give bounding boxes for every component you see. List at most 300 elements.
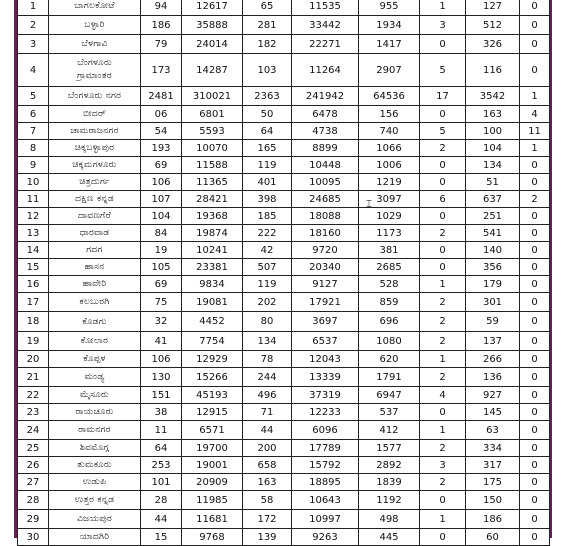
column-7-cell: 150 [466, 491, 520, 510]
column-5-cell: 696 [359, 312, 420, 332]
column-8-cell: 0 [520, 332, 550, 351]
column-5-cell: 3097 [359, 191, 420, 208]
column-7-cell: 637 [466, 191, 520, 208]
column-8-cell: 1 [520, 87, 550, 106]
column-8-cell: 0 [520, 404, 550, 421]
column-1-cell: 130 [141, 368, 182, 387]
column-7-cell: 512 [466, 16, 520, 35]
column-2-cell: 20909 [182, 474, 243, 491]
table-row [18, 491, 550, 510]
serial-number-cell: 1 [18, 0, 49, 16]
column-7-cell: 60 [466, 529, 520, 546]
district-name-cell: ಗದಗ [49, 242, 141, 259]
column-2-cell: 45193 [182, 387, 243, 404]
column-6-cell: 2 [420, 368, 466, 387]
serial-number-cell: 20 [18, 351, 49, 368]
column-1-cell: 06 [141, 106, 182, 123]
column-4-cell: 4738 [292, 123, 359, 140]
column-5-cell: 528 [359, 276, 420, 293]
column-5-cell: 1791 [359, 368, 420, 387]
column-3-cell: 163 [243, 474, 292, 491]
column-8-cell: 0 [520, 510, 550, 529]
column-5-cell: 156 [359, 106, 420, 123]
column-6-cell: 2 [420, 140, 466, 157]
column-1-cell: 104 [141, 208, 182, 225]
column-5-cell: 1173 [359, 225, 420, 242]
serial-number-cell: 15 [18, 259, 49, 276]
district-name-cell: ದಕ್ಷಿಣ ಕನ್ನಡ [49, 191, 141, 208]
column-2-cell: 10070 [182, 140, 243, 157]
column-8-cell: 0 [520, 474, 550, 491]
table-row [18, 332, 550, 351]
column-3-cell: 244 [243, 368, 292, 387]
district-name-cell: ಕೊಡಗು [49, 312, 141, 332]
table-row [18, 474, 550, 491]
column-2-cell: 7754 [182, 332, 243, 351]
district-name-cell: ಉತ್ತರ ಕನ್ನಡ [49, 491, 141, 510]
column-3-cell: 134 [243, 332, 292, 351]
column-5-cell: 1006 [359, 157, 420, 174]
column-6-cell: 2 [420, 332, 466, 351]
column-4-cell: 20340 [292, 259, 359, 276]
column-1-cell: 151 [141, 387, 182, 404]
column-4-cell: 18088 [292, 208, 359, 225]
district-name-cell: ದಾವಣಗೆರೆ [49, 208, 141, 225]
district-name-cell: ಚಾಮರಾಜನಗರ [49, 123, 141, 140]
column-1-cell: 94 [141, 0, 182, 16]
column-1-cell: 44 [141, 510, 182, 529]
column-7-cell: 301 [466, 293, 520, 312]
column-7-cell: 3542 [466, 87, 520, 106]
district-name-cell: ಚಿಕ್ಕಬಳ್ಳಾಪುರ [49, 140, 141, 157]
column-5-cell: 1192 [359, 491, 420, 510]
serial-number-cell: 27 [18, 474, 49, 491]
column-3-cell: 50 [243, 106, 292, 123]
column-4-cell: 6096 [292, 421, 359, 440]
column-8-cell: 0 [520, 276, 550, 293]
column-5-cell: 955 [359, 0, 420, 16]
column-1-cell: 69 [141, 157, 182, 174]
text-cursor-icon: ⌶ [366, 199, 372, 210]
column-3-cell: 119 [243, 157, 292, 174]
column-7-cell: 266 [466, 351, 520, 368]
column-1-cell: 101 [141, 474, 182, 491]
column-7-cell: 59 [466, 312, 520, 332]
column-3-cell: 103 [243, 54, 292, 87]
district-name-cell: ಚಿತ್ರದುರ್ಗ [49, 174, 141, 191]
column-4-cell: 11264 [292, 54, 359, 87]
table-row [18, 106, 550, 123]
column-8-cell: 0 [520, 259, 550, 276]
column-6-cell: 3 [420, 457, 466, 474]
column-6-cell: 0 [420, 106, 466, 123]
column-4-cell: 24685 [292, 191, 359, 208]
district-name-cell: ಕಲಬುರಗಿ [49, 293, 141, 312]
column-5-cell: 1066 [359, 140, 420, 157]
district-name-cell: ತುಮಕೂರು [49, 457, 141, 474]
column-8-cell: 0 [520, 35, 550, 54]
column-7-cell: 541 [466, 225, 520, 242]
serial-number-cell: 19 [18, 332, 49, 351]
table-row [18, 157, 550, 174]
serial-number-cell: 16 [18, 276, 49, 293]
column-2-cell: 28421 [182, 191, 243, 208]
serial-number-cell: 6 [18, 106, 49, 123]
column-3-cell: 182 [243, 35, 292, 54]
serial-number-cell: 17 [18, 293, 49, 312]
column-7-cell: 175 [466, 474, 520, 491]
document-frame [14, 0, 552, 543]
column-5-cell: 1577 [359, 440, 420, 457]
column-6-cell: 4 [420, 387, 466, 404]
column-5-cell: 1080 [359, 332, 420, 351]
column-6-cell: 3 [420, 16, 466, 35]
table-row [18, 140, 550, 157]
column-3-cell: 507 [243, 259, 292, 276]
column-3-cell: 658 [243, 457, 292, 474]
column-2-cell: 19874 [182, 225, 243, 242]
table-row [18, 191, 550, 208]
column-2-cell: 24014 [182, 35, 243, 54]
district-name-cell: ಚಿಕ್ಕಮಗಳೂರು [49, 157, 141, 174]
column-5-cell: 1417 [359, 35, 420, 54]
column-3-cell: 44 [243, 421, 292, 440]
serial-number-cell: 21 [18, 368, 49, 387]
column-7-cell: 127 [466, 0, 520, 16]
column-5-cell: 64536 [359, 87, 420, 106]
column-6-cell: 5 [420, 54, 466, 87]
district-name-cell: ಬಾಗಲಕೋಟೆ [49, 0, 141, 16]
table-row [18, 421, 550, 440]
column-3-cell: 64 [243, 123, 292, 140]
district-name-cell: ಕೊಪ್ಪಳ [49, 351, 141, 368]
district-name-cell: ಬಳ್ಳಾರಿ [49, 16, 141, 35]
column-7-cell: 927 [466, 387, 520, 404]
table-row [18, 276, 550, 293]
column-6-cell: 0 [420, 491, 466, 510]
column-3-cell: 119 [243, 276, 292, 293]
column-1-cell: 15 [141, 529, 182, 546]
column-7-cell: 104 [466, 140, 520, 157]
column-6-cell: 0 [420, 35, 466, 54]
table-body [18, 0, 550, 546]
column-8-cell: 0 [520, 242, 550, 259]
column-6-cell: 17 [420, 87, 466, 106]
column-6-cell: 2 [420, 225, 466, 242]
district-name-cell: ಬೆಳಗಾವಿ [49, 35, 141, 54]
column-4-cell: 13339 [292, 368, 359, 387]
column-1-cell: 19 [141, 242, 182, 259]
district-name-cell: ಕೋಲಾರ [49, 332, 141, 351]
column-1-cell: 11 [141, 421, 182, 440]
table-row [18, 457, 550, 474]
table-row [18, 368, 550, 387]
column-5-cell: 445 [359, 529, 420, 546]
district-name-cell: ಶಿವಮೊಗ್ಗ [49, 440, 141, 457]
column-7-cell: 251 [466, 208, 520, 225]
column-7-cell: 116 [466, 54, 520, 87]
column-5-cell: 620 [359, 351, 420, 368]
table-row [18, 259, 550, 276]
column-1-cell: 64 [141, 440, 182, 457]
district-data-table [17, 0, 550, 546]
column-5-cell: 859 [359, 293, 420, 312]
column-6-cell: 5 [420, 123, 466, 140]
column-6-cell: 1 [420, 0, 466, 16]
table-row [18, 293, 550, 312]
column-3-cell: 185 [243, 208, 292, 225]
column-8-cell: 0 [520, 368, 550, 387]
column-2-cell: 15266 [182, 368, 243, 387]
column-1-cell: 2481 [141, 87, 182, 106]
serial-number-cell: 22 [18, 387, 49, 404]
serial-number-cell: 10 [18, 174, 49, 191]
column-2-cell: 23381 [182, 259, 243, 276]
column-5-cell: 498 [359, 510, 420, 529]
column-6-cell: 0 [420, 404, 466, 421]
column-4-cell: 6537 [292, 332, 359, 351]
column-2-cell: 12929 [182, 351, 243, 368]
column-4-cell: 10448 [292, 157, 359, 174]
column-7-cell: 136 [466, 368, 520, 387]
column-4-cell: 9263 [292, 529, 359, 546]
serial-number-cell: 9 [18, 157, 49, 174]
table-row [18, 351, 550, 368]
column-2-cell: 19700 [182, 440, 243, 457]
column-8-cell: 0 [520, 491, 550, 510]
column-6-cell: 2 [420, 440, 466, 457]
column-7-cell: 100 [466, 123, 520, 140]
column-3-cell: 71 [243, 404, 292, 421]
column-2-cell: 4452 [182, 312, 243, 332]
column-7-cell: 137 [466, 332, 520, 351]
column-7-cell: 326 [466, 35, 520, 54]
column-1-cell: 253 [141, 457, 182, 474]
column-7-cell: 134 [466, 157, 520, 174]
column-2-cell: 11681 [182, 510, 243, 529]
column-3-cell: 42 [243, 242, 292, 259]
column-6-cell: 0 [420, 242, 466, 259]
column-4-cell: 241942 [292, 87, 359, 106]
column-8-cell: 0 [520, 312, 550, 332]
serial-number-cell: 8 [18, 140, 49, 157]
column-2-cell: 310021 [182, 87, 243, 106]
column-6-cell: 1 [420, 510, 466, 529]
column-8-cell: 0 [520, 208, 550, 225]
column-2-cell: 5593 [182, 123, 243, 140]
column-5-cell: 1219 [359, 174, 420, 191]
column-4-cell: 11535 [292, 0, 359, 16]
column-3-cell: 78 [243, 351, 292, 368]
column-7-cell: 186 [466, 510, 520, 529]
column-8-cell: 4 [520, 106, 550, 123]
district-name-cell: ಹಾವೇರಿ [49, 276, 141, 293]
district-name-cell: ಬೀದರ್ [49, 106, 141, 123]
column-8-cell: 0 [520, 440, 550, 457]
column-8-cell: 0 [520, 421, 550, 440]
column-7-cell: 163 [466, 106, 520, 123]
column-2-cell: 19081 [182, 293, 243, 312]
column-6-cell: 0 [420, 259, 466, 276]
column-6-cell: 2 [420, 312, 466, 332]
column-4-cell: 8899 [292, 140, 359, 157]
serial-number-cell: 5 [18, 87, 49, 106]
column-4-cell: 18160 [292, 225, 359, 242]
serial-number-cell: 18 [18, 312, 49, 332]
serial-number-cell: 25 [18, 440, 49, 457]
column-5-cell: 6947 [359, 387, 420, 404]
column-1-cell: 32 [141, 312, 182, 332]
column-1-cell: 106 [141, 351, 182, 368]
column-3-cell: 281 [243, 16, 292, 35]
column-4-cell: 3697 [292, 312, 359, 332]
column-1-cell: 193 [141, 140, 182, 157]
column-5-cell: 740 [359, 123, 420, 140]
column-8-cell: 1 [520, 140, 550, 157]
column-6-cell: 2 [420, 474, 466, 491]
column-6-cell: 0 [420, 157, 466, 174]
column-4-cell: 37319 [292, 387, 359, 404]
column-3-cell: 58 [243, 491, 292, 510]
column-3-cell: 2363 [243, 87, 292, 106]
column-8-cell: 0 [520, 16, 550, 35]
column-2-cell: 19001 [182, 457, 243, 474]
column-2-cell: 11588 [182, 157, 243, 174]
column-7-cell: 140 [466, 242, 520, 259]
column-1-cell: 105 [141, 259, 182, 276]
column-5-cell: 1029 [359, 208, 420, 225]
column-4-cell: 12043 [292, 351, 359, 368]
table-row [18, 16, 550, 35]
column-4-cell: 9127 [292, 276, 359, 293]
column-8-cell: 2 [520, 191, 550, 208]
table-row [18, 87, 550, 106]
serial-number-cell: 12 [18, 208, 49, 225]
column-8-cell: 0 [520, 457, 550, 474]
column-8-cell: 0 [520, 293, 550, 312]
table-row [18, 174, 550, 191]
column-7-cell: 51 [466, 174, 520, 191]
column-3-cell: 222 [243, 225, 292, 242]
column-4-cell: 9720 [292, 242, 359, 259]
table-row [18, 312, 550, 332]
column-2-cell: 9768 [182, 529, 243, 546]
column-2-cell: 12915 [182, 404, 243, 421]
column-4-cell: 33442 [292, 16, 359, 35]
column-3-cell: 172 [243, 510, 292, 529]
column-8-cell: 0 [520, 0, 550, 16]
column-2-cell: 6801 [182, 106, 243, 123]
table-row [18, 510, 550, 529]
column-7-cell: 356 [466, 259, 520, 276]
column-1-cell: 54 [141, 123, 182, 140]
column-4-cell: 10997 [292, 510, 359, 529]
district-name-cell: ಮೈಸೂರು [49, 387, 141, 404]
column-2-cell: 10241 [182, 242, 243, 259]
column-4-cell: 10643 [292, 491, 359, 510]
table-row [18, 440, 550, 457]
district-name-cell: ಧಾರವಾಡ [49, 225, 141, 242]
column-8-cell: 0 [520, 225, 550, 242]
district-name-cell: ಬೆಂಗಳೂರು ನಗರ [49, 87, 141, 106]
column-8-cell: 0 [520, 529, 550, 546]
column-1-cell: 186 [141, 16, 182, 35]
column-4-cell: 18895 [292, 474, 359, 491]
column-5-cell: 1839 [359, 474, 420, 491]
column-5-cell: 537 [359, 404, 420, 421]
district-name-cell: ಹಾಸನ [49, 259, 141, 276]
column-4-cell: 6478 [292, 106, 359, 123]
column-3-cell: 200 [243, 440, 292, 457]
column-2-cell: 11985 [182, 491, 243, 510]
column-5-cell: 1934 [359, 16, 420, 35]
column-3-cell: 496 [243, 387, 292, 404]
column-5-cell: 412 [359, 421, 420, 440]
column-3-cell: 401 [243, 174, 292, 191]
district-name-cell: ಮಂಡ್ಯ [49, 368, 141, 387]
district-name-cell: ಬೆಂಗಳೂರು ಗ್ರಾಮಾಂತರ [49, 54, 141, 87]
serial-number-cell: 4 [18, 54, 49, 87]
district-name-cell: ಯಾದಗಿರಿ [49, 529, 141, 546]
column-5-cell: 2907 [359, 54, 420, 87]
column-6-cell: 2 [420, 293, 466, 312]
column-1-cell: 41 [141, 332, 182, 351]
column-1-cell: 173 [141, 54, 182, 87]
column-3-cell: 65 [243, 0, 292, 16]
column-6-cell: 0 [420, 208, 466, 225]
column-3-cell: 80 [243, 312, 292, 332]
column-7-cell: 63 [466, 421, 520, 440]
column-5-cell: 2892 [359, 457, 420, 474]
serial-number-cell: 13 [18, 225, 49, 242]
serial-number-cell: 3 [18, 35, 49, 54]
column-7-cell: 317 [466, 457, 520, 474]
column-8-cell: 0 [520, 157, 550, 174]
column-1-cell: 38 [141, 404, 182, 421]
table-row [18, 123, 550, 140]
district-name-cell: ರಾಯಚೂರು [49, 404, 141, 421]
column-3-cell: 165 [243, 140, 292, 157]
district-name-cell: ವಿಜಯಪುರ [49, 510, 141, 529]
column-1-cell: 69 [141, 276, 182, 293]
column-4-cell: 15792 [292, 457, 359, 474]
column-5-cell: 2685 [359, 259, 420, 276]
table-row [18, 242, 550, 259]
column-6-cell: 0 [420, 174, 466, 191]
serial-number-cell: 24 [18, 421, 49, 440]
table-row [18, 0, 550, 16]
column-4-cell: 17789 [292, 440, 359, 457]
column-4-cell: 22271 [292, 35, 359, 54]
column-8-cell: 0 [520, 351, 550, 368]
column-7-cell: 334 [466, 440, 520, 457]
column-4-cell: 10095 [292, 174, 359, 191]
column-7-cell: 145 [466, 404, 520, 421]
table-row [18, 35, 550, 54]
column-4-cell: 17921 [292, 293, 359, 312]
serial-number-cell: 28 [18, 491, 49, 510]
column-2-cell: 11365 [182, 174, 243, 191]
column-8-cell: 0 [520, 174, 550, 191]
district-name-cell: ರಾಮನಗರ [49, 421, 141, 440]
column-2-cell: 9834 [182, 276, 243, 293]
table-row [18, 54, 550, 87]
column-1-cell: 106 [141, 174, 182, 191]
column-3-cell: 202 [243, 293, 292, 312]
column-8-cell: 0 [520, 54, 550, 87]
column-1-cell: 75 [141, 293, 182, 312]
column-3-cell: 398 [243, 191, 292, 208]
